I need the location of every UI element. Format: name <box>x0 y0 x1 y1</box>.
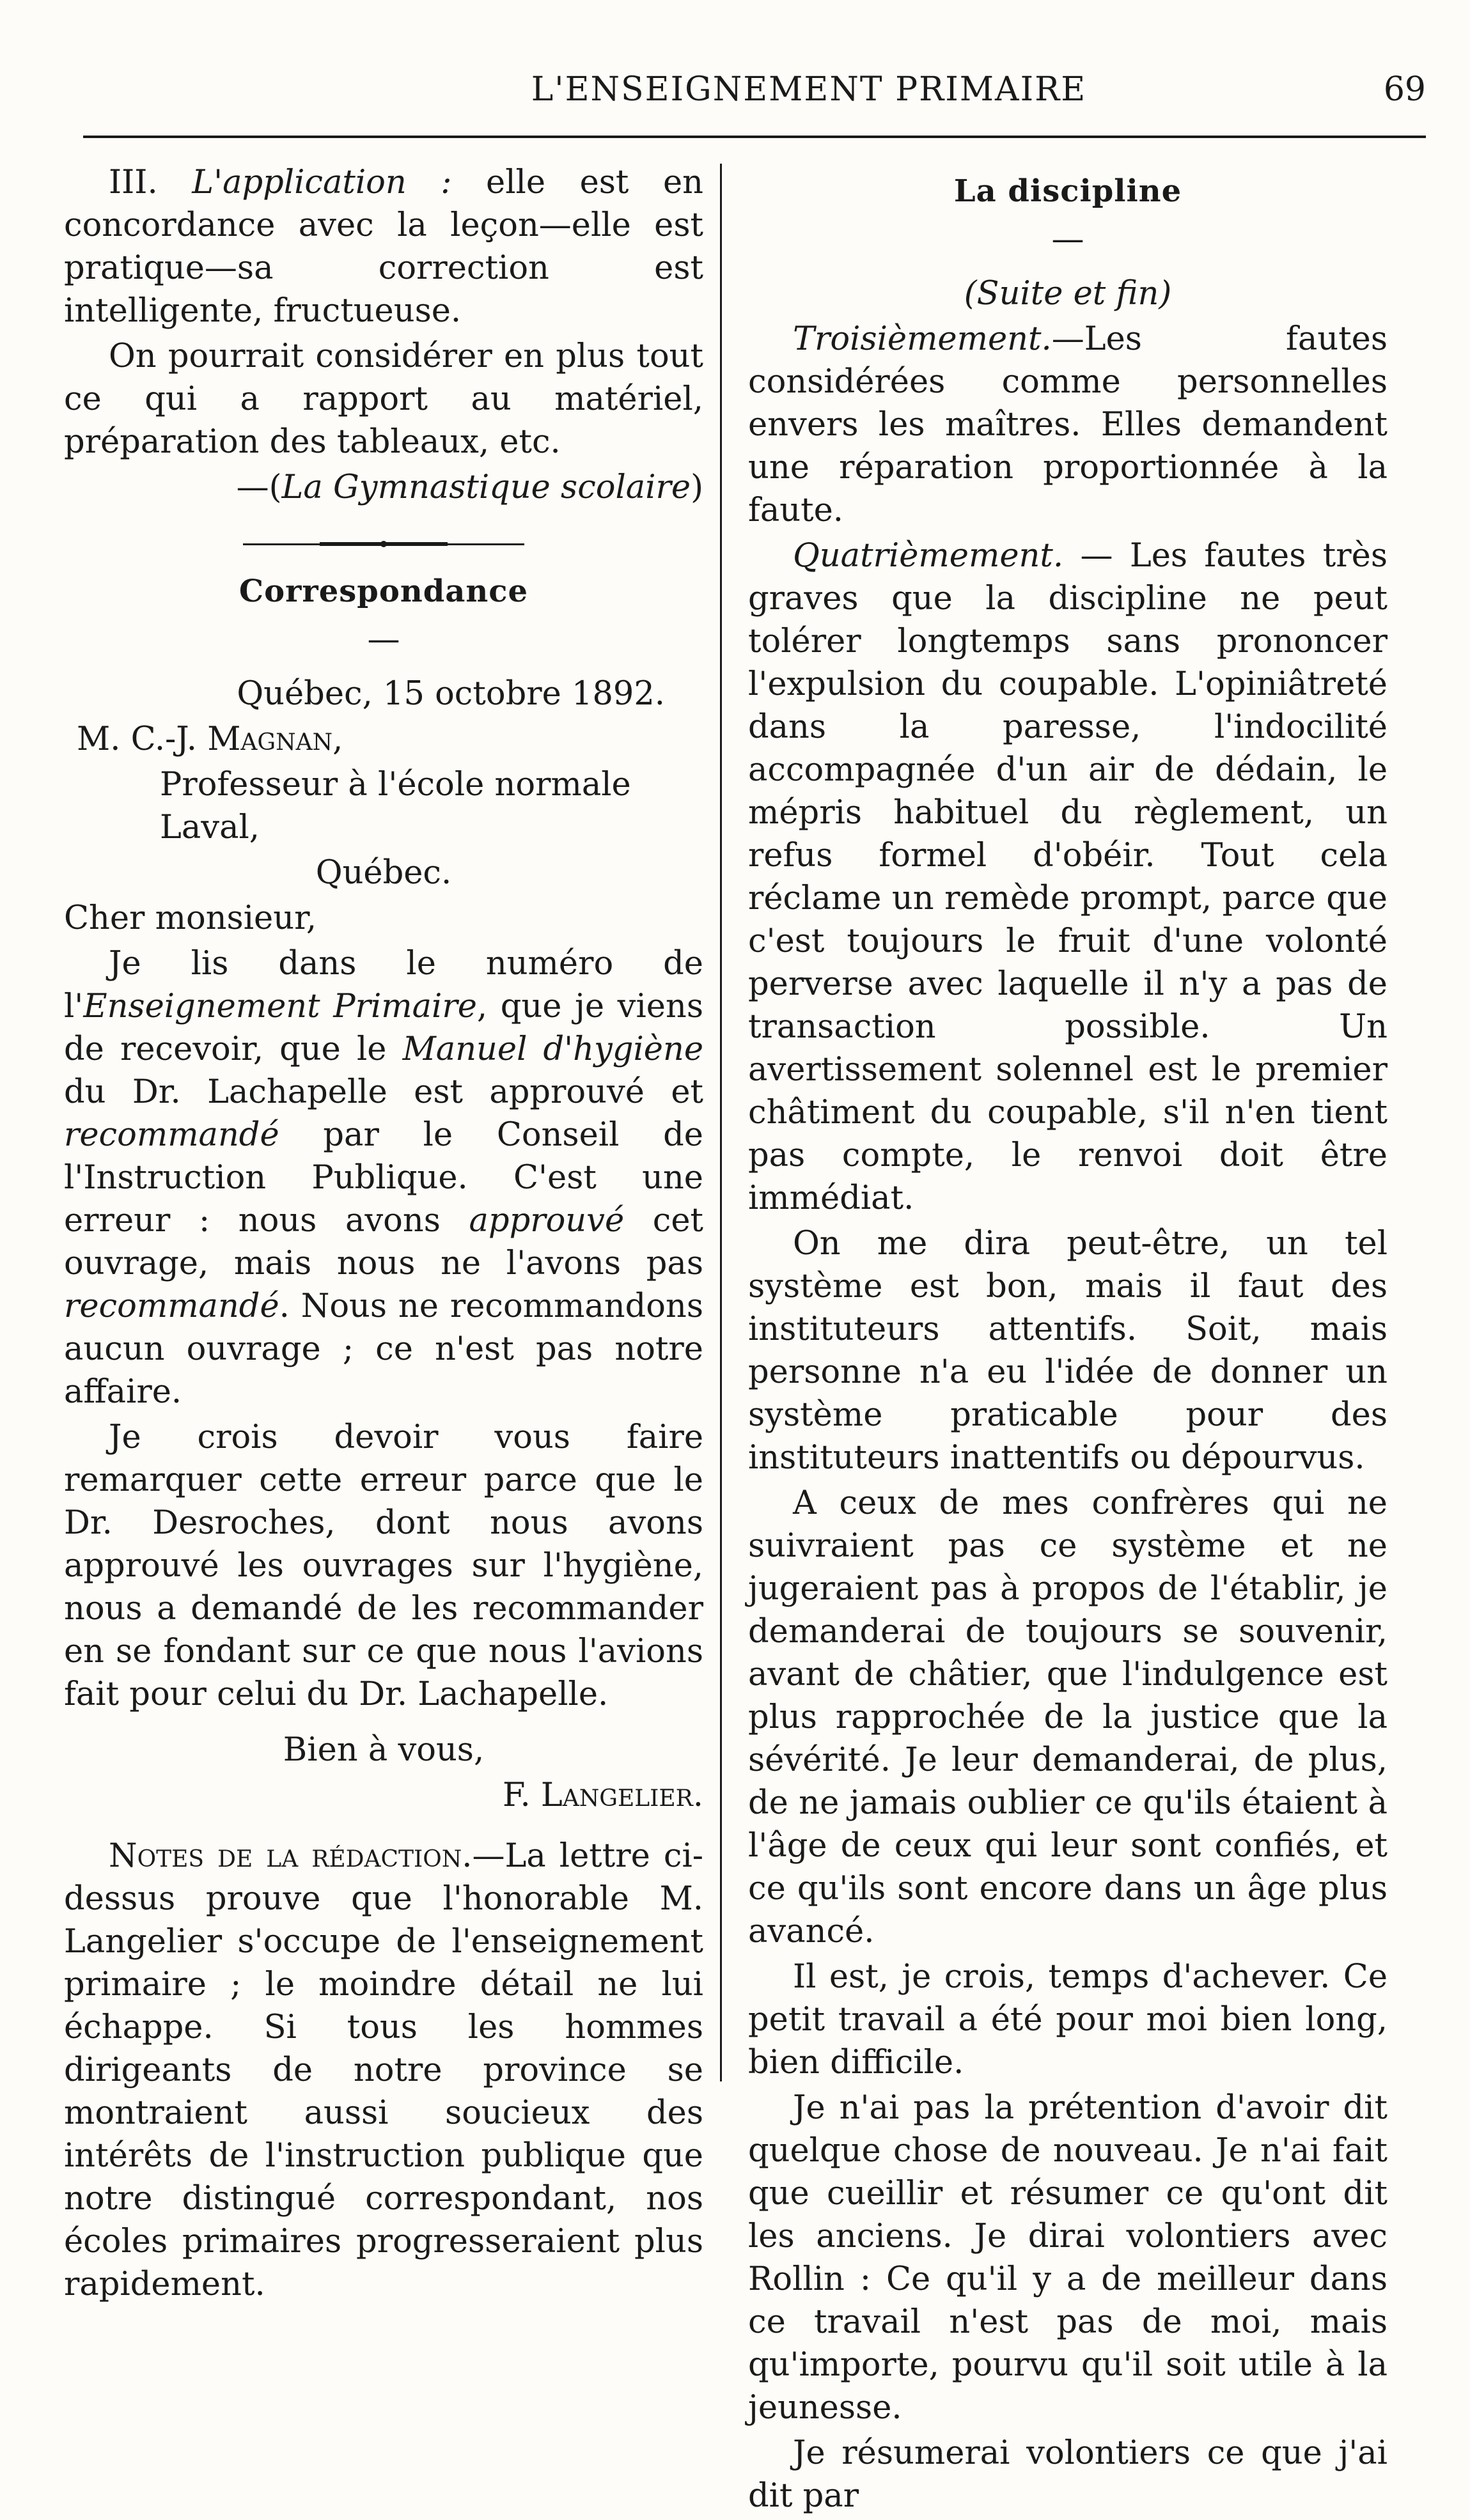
paragraph-letter-1: Je lis dans le numéro de l'Enseignement Primaire, que je viens de recevoir, que le Manuel d'hygiène du Dr. Lachapelle est approuvé et recommandé par le Conseil de l'Instruction Publique. C'est une erreur : nous avons approuvé cet ouvrage, mais nous ne l'avons pas recommandé. Nous ne recommandons aucun ouvrage ; ce n'est pas notre affaire. <box>64 945 704 1411</box>
column-rule <box>720 164 722 2081</box>
left-column <box>64 161 703 2308</box>
section-title-correspondance: Correspondance <box>238 573 529 609</box>
source-citation: —(La Gymnastique scolaire) <box>236 469 703 506</box>
paragraph-systeme: On me dira peut-être, un tel système est bon, mais il faut des instituteurs attentifs. Soit, mais personne n'a eu l'idée de donner un système praticable pour des instituteurs inattentifs ou dépourvus. <box>748 1225 1388 1477</box>
subtitle: (Suite et fin) <box>964 275 1172 313</box>
section-title-discipline: La discipline <box>953 173 1182 209</box>
addressee: M. C.-J. Magnan, <box>77 720 343 758</box>
ornament-divider <box>243 541 524 547</box>
header-rule <box>83 136 1426 138</box>
right-column <box>748 161 1388 2520</box>
title-dash: — <box>1051 221 1084 258</box>
addressee-city: Québec. <box>315 854 452 892</box>
dateline: Québec, 15 octobre 1892. <box>237 675 665 713</box>
paragraph-troisiemement: Troisièmement.—Les fautes considérées comme personnelles envers les maîtres. Elles demandent une réparation proportionnée à la faute. <box>748 320 1388 529</box>
paragraph-achever: Il est, je crois, temps d'achever. Ce petit travail a été pour moi bien long, bien difficile. <box>748 1958 1388 2081</box>
paragraph-resumerai: Je résumerai volontiers ce que j'ai dit par <box>748 2434 1388 2515</box>
paragraph-pretention: Je n'ai pas la prétention d'avoir dit quelque chose de nouveau. Je n'ai fait que cueillir et résumer ce qu'ont dit les anciens. Je dirai volontiers avec Rollin : Ce qu'il y a de meilleur dans ce travail n'est pas de moi, mais qu'importe, pourvu qu'il soit utile à la jeunesse. <box>748 2089 1388 2427</box>
paragraph-notes: Notes de la rédaction.—La lettre ci-dessus prouve que l'honorable M. Langelier s'occupe de l'enseignement primaire ; le moindre détail ne lui échappe. Si tous les hommes dirigeants de notre province se montraient aussi soucieux des intérêts de l'instruction publique que notre distingué correspondant, nos écoles primaires progresseraient plus rapidement. <box>64 1837 703 2303</box>
paragraph-confreres: A ceux de mes confrères qui ne suivraient pas ce système et ne jugeraient pas à propos de l'établir, je demanderai de toujours se souvenir, avant de châtier, que l'indulgence est plus rapprochée de la justice que la sévérité. Je leur demanderai, de plus, de ne jamais oublier ce qu'ils étaient à l'âge de ceux qui leur sont confiés, et ce qu'ils sont encore dans un âge plus avancé. <box>748 1484 1388 1950</box>
salutation: Cher monsieur, <box>64 899 317 937</box>
addressee-title: Professeur à l'école normale Laval, <box>160 766 631 846</box>
signature: F. Langelier. <box>503 1777 703 1814</box>
page-number: 69 <box>1383 70 1426 109</box>
page-header <box>83 61 1426 125</box>
paragraph-quatriemement: Quatrièmement. — Les fautes très graves que la discipline ne peut tolérer longtemps sans prononcer l'expulsion du coupable. L'opiniâtreté dans la paresse, l'indocilité accompagnée d'un air de dédain, le mépris habituel du règlement, un refus formel d'obéir. Tout cela réclame un remède prompt, parce que c'est toujours le fruit d'une volonté perverse avec laquelle il n'y a pas de transaction possible. Un avertissement solennel est le premier châtiment du coupable, s'il n'en tient pas compte, le renvoi doit être immédiat. <box>748 537 1388 1217</box>
paragraph-materiel: On pourrait considérer en plus tout ce qui a rapport au matériel, préparation des tableaux, etc. <box>64 338 703 461</box>
paragraph-application: III. L'application : elle est en concordance avec la leçon—elle est pratique—sa correction est intelligente, fructueuse. <box>64 164 703 330</box>
closing: Bien à vous, <box>283 1731 485 1769</box>
running-head: L'ENSEIGNEMENT PRIMAIRE <box>531 70 1087 109</box>
paragraph-letter-2: Je crois devoir vous faire remarquer cette erreur parce que le Dr. Desroches, dont nous avons approuvé les ouvrages sur l'hygiène, nous a demandé de les recommander en se fondant sur ce que nous l'avions fait pour celui du Dr. Lachapelle. <box>64 1419 703 1713</box>
title-dash: — <box>367 621 400 658</box>
